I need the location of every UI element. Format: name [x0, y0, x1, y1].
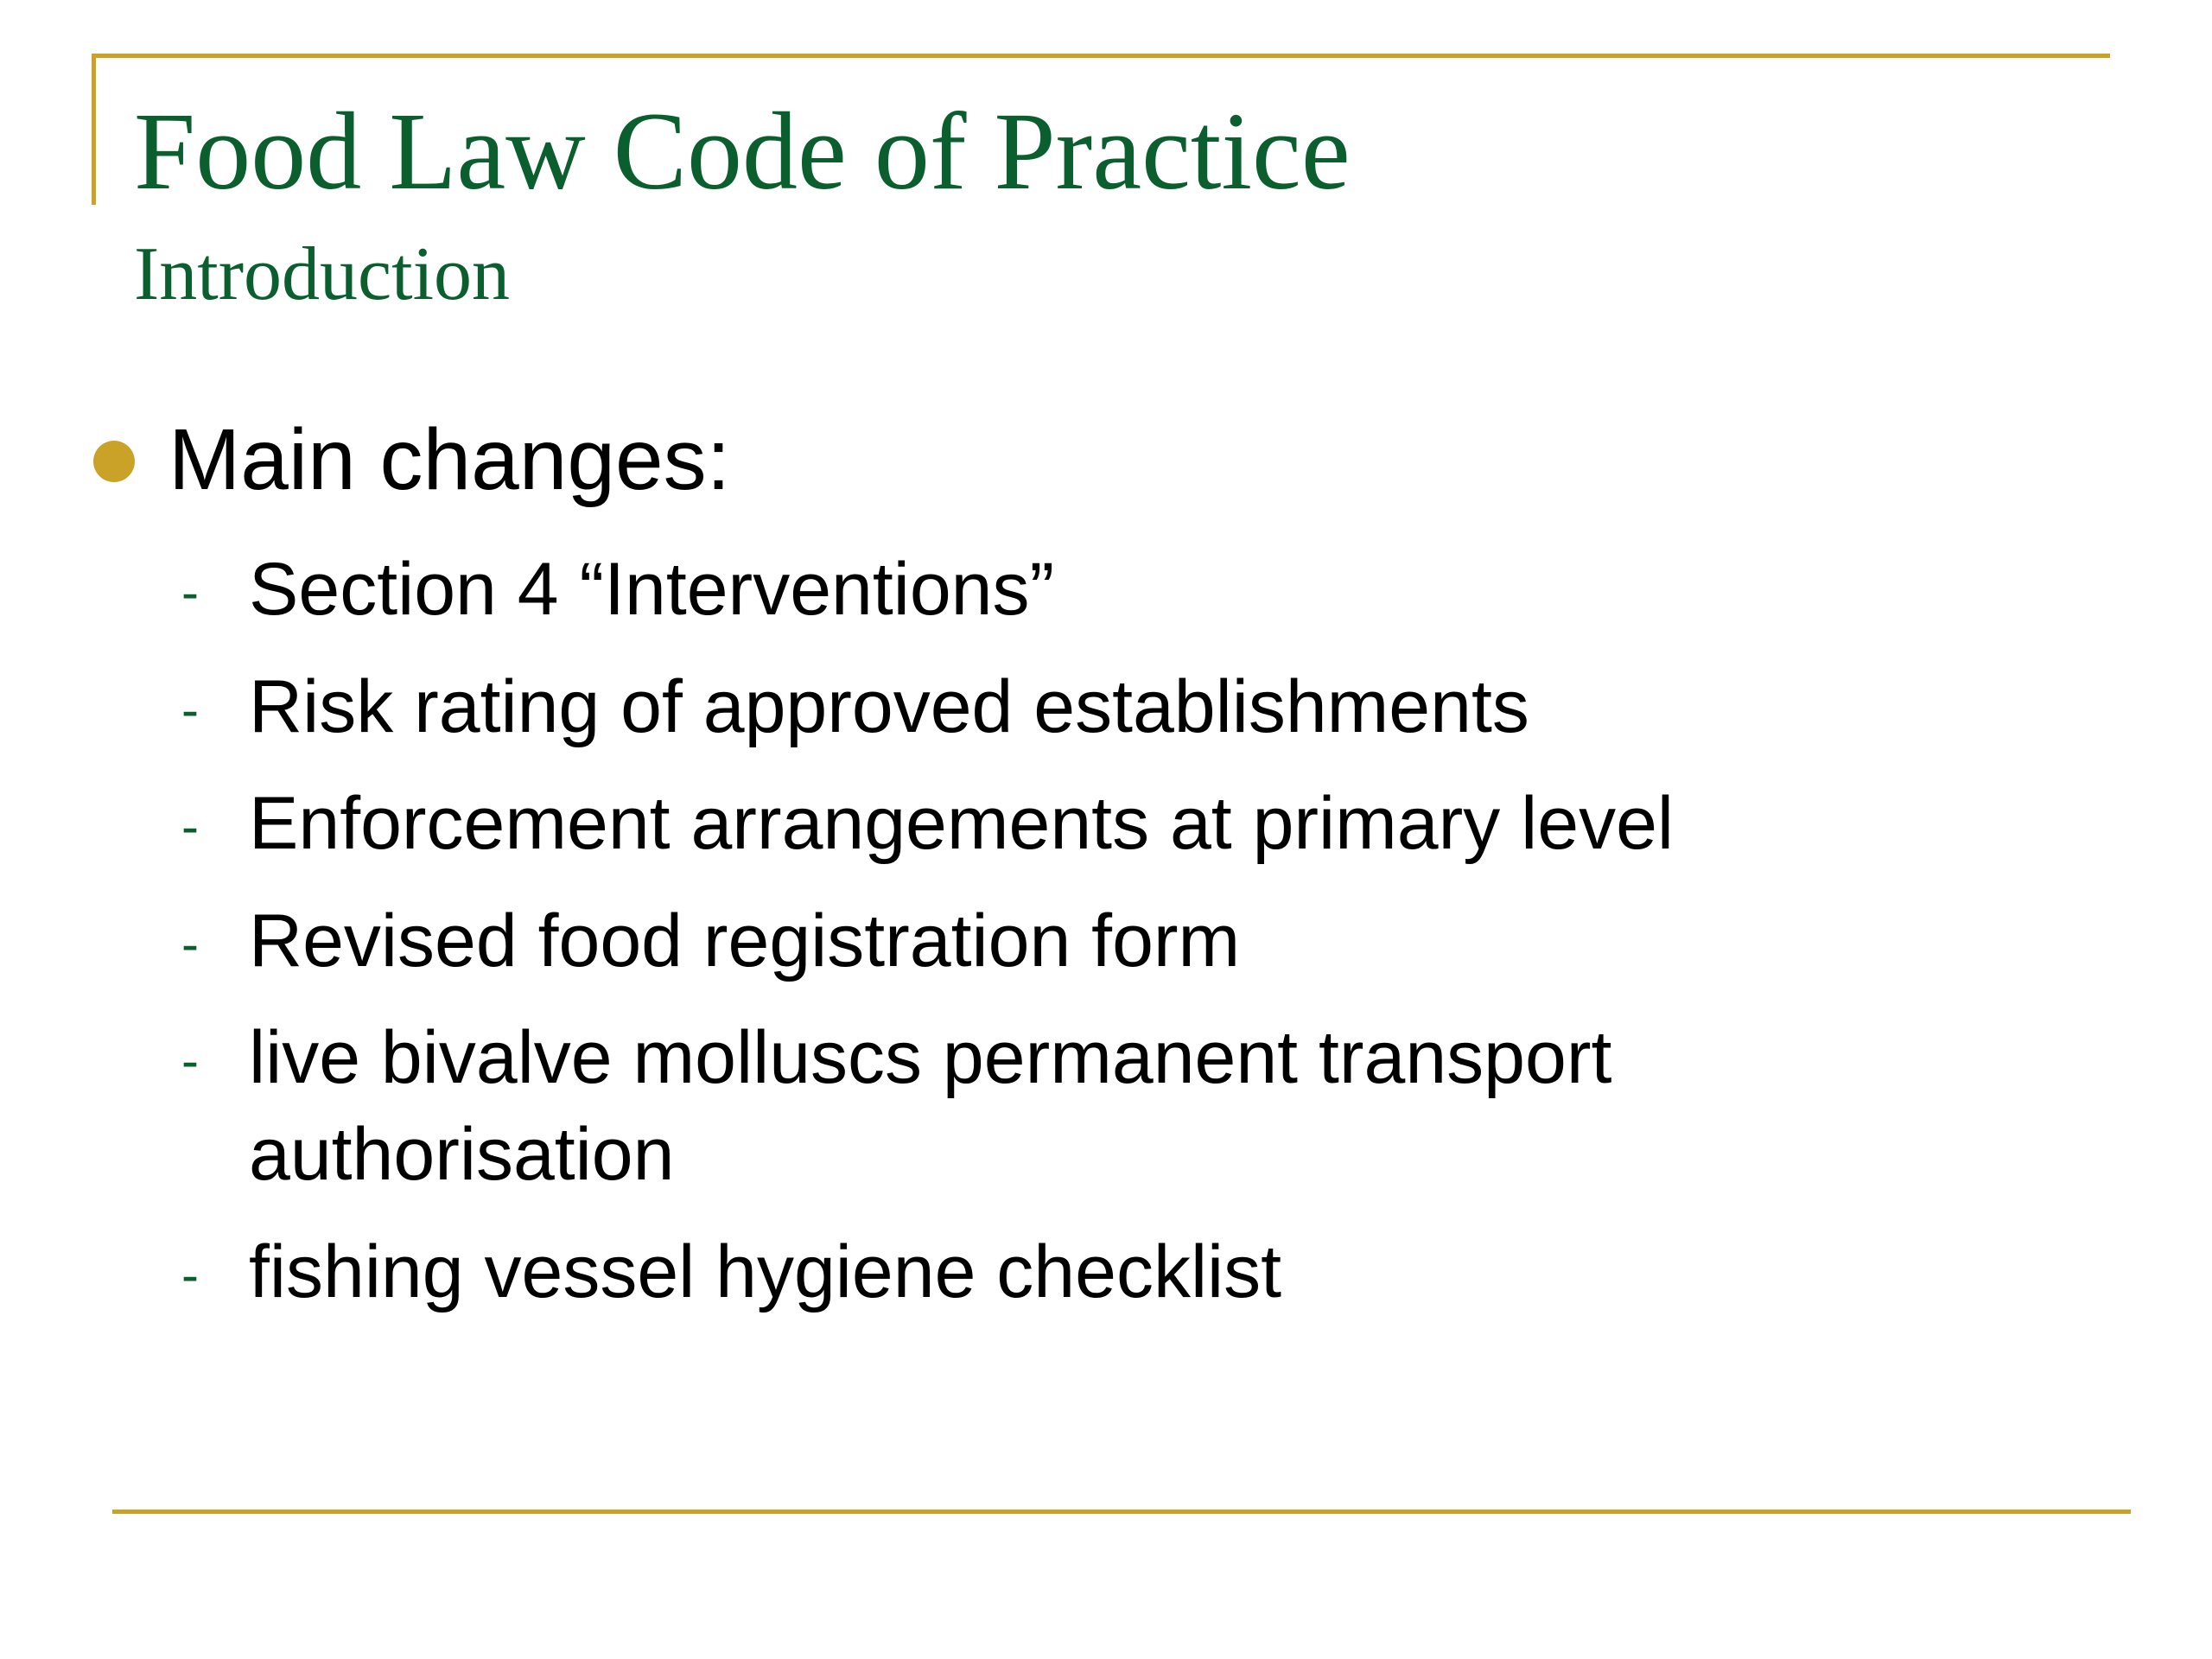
dash-icon: - [181, 798, 199, 855]
slide-title: Food Law Code of Practice [134, 90, 1351, 213]
bottom-accent-rule [112, 1510, 2131, 1514]
dash-icon: - [181, 915, 199, 973]
list-item-text: Revised food registration form [249, 899, 1241, 982]
list-item-text: Enforcement arrangements at primary level [249, 782, 1675, 865]
list-item-text: fishing vessel hygiene checklist [249, 1230, 1282, 1313]
dash-icon: - [181, 563, 199, 621]
dash-icon: - [181, 1246, 199, 1304]
list-item-text: Risk rating of approved establishments [249, 665, 1529, 748]
slide-subtitle: Introduction [134, 232, 511, 316]
list-item-text: Section 4 “Interventions” [249, 548, 1055, 631]
bullet-dot-icon [93, 441, 135, 482]
main-point: Main changes: [168, 411, 731, 508]
dash-icon: - [181, 681, 199, 739]
dash-icon: - [181, 1032, 199, 1090]
list-item-text: live bivalve molluscs permanent transport authorisation [249, 1016, 1612, 1196]
